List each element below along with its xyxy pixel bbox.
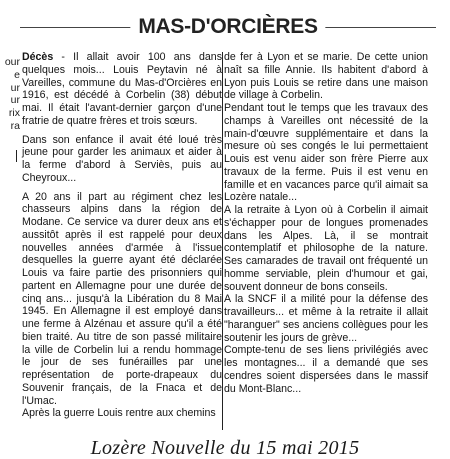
cut-off-fragment: e	[14, 68, 20, 81]
page-title: MAS-D'ORCIÈRES	[130, 14, 325, 40]
article-paragraph: A 20 ans il part au régiment chez les chasseurs alpins dans la région de Modane. Ce service va durer deux ans et aussitôt après il est rappelé pour deux nouvelles années d'armée à l'issue desquelles la guerre ayant été déclarée Louis va faire partie des prisonniers qui partent en Allemagne pour une durée de cinq ans... jusqu'à la Libération du 8 Mai 1945. En Allemagne il est employé dans une ferme à Alzénau et assure qu'il a été bien traité. Au titre de son passé militaire la ville de Corbelin lui a rendu hommage le jour de ses funérailles par une représentation de porte-drapeaux du Souvenir français, de la Fnaca et de l'Umac.	[22, 190, 222, 407]
section-header	[20, 14, 436, 44]
article-column-right	[224, 51, 428, 395]
margin-mark	[16, 150, 17, 162]
article-paragraph: Compte-tenu de ses liens privilégiés avec les montagnes... il a demandé que ses cendres soient dispersées dans le massif du Mont-Blanc...	[224, 344, 428, 395]
article-paragraph: Pendant tout le temps que les travaux des champs à Vareilles ont nécessité de la main-d'œuvre supplémentaire et dans la mesure où ses congés le lui permettaient Louis est venu aider son frère Pierre aux travaux de la ferme. Puis il est venu en famille et en vacances parce qu'il aimait sa Lozère natale...	[224, 102, 428, 204]
article-paragraph	[22, 51, 222, 128]
cut-off-fragment: rix	[8, 107, 20, 120]
cut-off-fragment: our	[4, 56, 20, 68]
cut-off-fragment: ur	[10, 81, 20, 94]
article-paragraph: de fer à Lyon et se marie. De cette union naît sa fille Annie. Ils habitent d'abord à Lyon puis Louis se retire dans une maison de village à Corbelin.	[224, 51, 428, 102]
source-caption: Lozère Nouvelle du 15 mai 2015	[90, 437, 360, 459]
article-paragraph: A la SNCF il a milité pour la défense des travailleurs... et même à la retraite il allait "haranguer" ses anciens collègues pour les soutenir les jours de grève...	[224, 293, 428, 344]
cut-off-fragment: ur	[10, 94, 20, 107]
article-paragraph: Dans son enfance il avait été loué très jeune pour garder les animaux et aider à la ferme d'abord à Serviès, puis au Cheyroux...	[22, 133, 222, 184]
cut-off-fragment: ra	[10, 119, 20, 132]
article-paragraph: A la retraite à Lyon où à Corbelin il aimait s'échapper pour de longues promenades dans les Alpes. Là, il se montrait contemplatif et philosophe de la nature. Ses camarades de travail ont fréquenté un homme serviable, plein d'humour et gai, souvent donneur de bons conseils.	[224, 204, 428, 293]
cut-off-neighbor-column	[0, 56, 20, 133]
article-text: - Il allait avoir 100 ans dans quelques mois... Louis Peytavin né à Vareilles, commune du Mas-d'Orcières en 1916, est décédé à Corbelin (38) début mai. Il était l'avant-dernier garçon d'une fratrie de quatre frères et trois sœurs.	[22, 51, 222, 127]
article-column-left	[22, 51, 222, 420]
article-lead: Décès	[22, 51, 54, 63]
article-paragraph: Après la guerre Louis rentre aux chemins	[22, 407, 216, 420]
column-separator	[222, 52, 223, 430]
